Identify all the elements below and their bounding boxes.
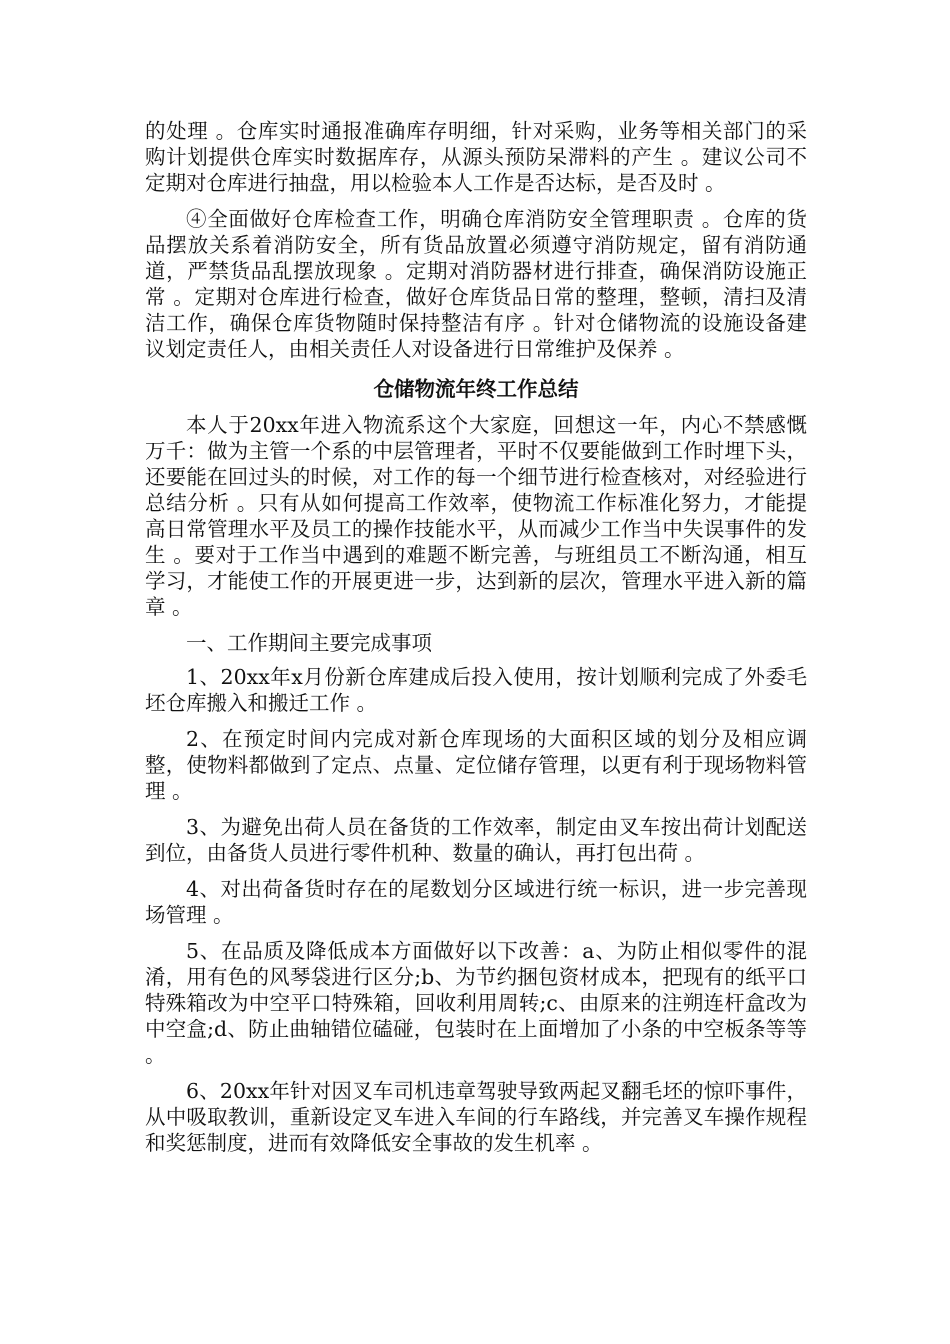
list-item-3: 3、为避免出荷人员在备货的工作效率，制定由叉车按出荷计划配送到位，由备货人员进行零件机种、数量的确认，再打包出荷 。 xyxy=(145,815,807,865)
list-item-1: 1、20xx年x月份新仓库建成后投入使用，按计划顺利完成了外委毛坯仓库搬入和搬迁工作 。 xyxy=(145,665,807,715)
paragraph-intro: 本人于20xx年进入物流系这个大家庭，回想这一年，内心不禁感慨万千：做为主管一个系的中层管理者，平时不仅要能做到工作时埋下头，还要能在回过头的时候，对工作的每一个细节进行检查核对，对经验进行总结分析 。只有从如何提高工作效率，使物流工作标准化努力，才能提高日常管理水平及员工的操作技能水平，从而减少工作当中失误事件的发生 。要对于工作当中遇到的难题不断完善，与班组员工不断沟通，相互学习，才能使工作的开展更进一步，达到新的层次，管理水平进入新的篇章 。 xyxy=(145,413,807,619)
list-item-2: 2、在预定时间内完成对新仓库现场的大面积区域的划分及相应调整，使物料都做到了定点、点量、定位储存管理，以更有利于现场物料管理 。 xyxy=(145,727,807,803)
list-item-4: 4、对出荷备货时存在的尾数划分区域进行统一标识，进一步完善现场管理 。 xyxy=(145,877,807,927)
paragraph-fire-safety-inspection: ④全面做好仓库检查工作，明确仓库消防安全管理职责 。仓库的货品摆放关系着消防安全，所有货品放置必须遵守消防规定，留有消防通道，严禁货品乱摆放现象 。定期对消防器材进行排查，确保消防设施正常 。定期对仓库进行检查，做好仓库货品日常的整理，整顿，清扫及清洁工作，确保仓库货物随时保持整洁有序 。针对仓储物流的设施设备建议划定责任人，由相关责任人对设备进行日常维护及保养 。 xyxy=(145,207,807,361)
list-item-5: 5、在品质及降低成本方面做好以下改善：a、为防止相似零件的混淆，用有色的风琴袋进行区分;b、为节约捆包资材成本，把现有的纸平口特殊箱改为中空平口特殊箱，回收利用周转;c、由原来的注朔连杆盒改为中空盒;d、防止曲轴错位磕碰，包装时在上面增加了小条的中空板条等等 。 xyxy=(145,939,807,1067)
document-title: 仓储物流年终工作总结 xyxy=(373,377,579,401)
document-page xyxy=(145,118,807,1166)
paragraph-inventory-reporting: 的处理 。仓库实时通报准确库存明细，针对采购，业务等相关部门的采购计划提供仓库实时数据库存，从源头预防呆滞料的产生 。建议公司不定期对仓库进行抽盘，用以检验本人工作是否达标，是否及时 。 xyxy=(145,119,807,195)
section-heading-main-tasks: 一、工作期间主要完成事项 xyxy=(186,631,432,655)
list-item-6: 6、20xx年针对因叉车司机违章驾驶导致两起叉翻毛坯的惊吓事件，从中吸取教训，重新设定叉车进入车间的行车路线，并完善叉车操作规程和奖惩制度，进而有效降低安全事故的发生机率 。 xyxy=(145,1079,807,1155)
